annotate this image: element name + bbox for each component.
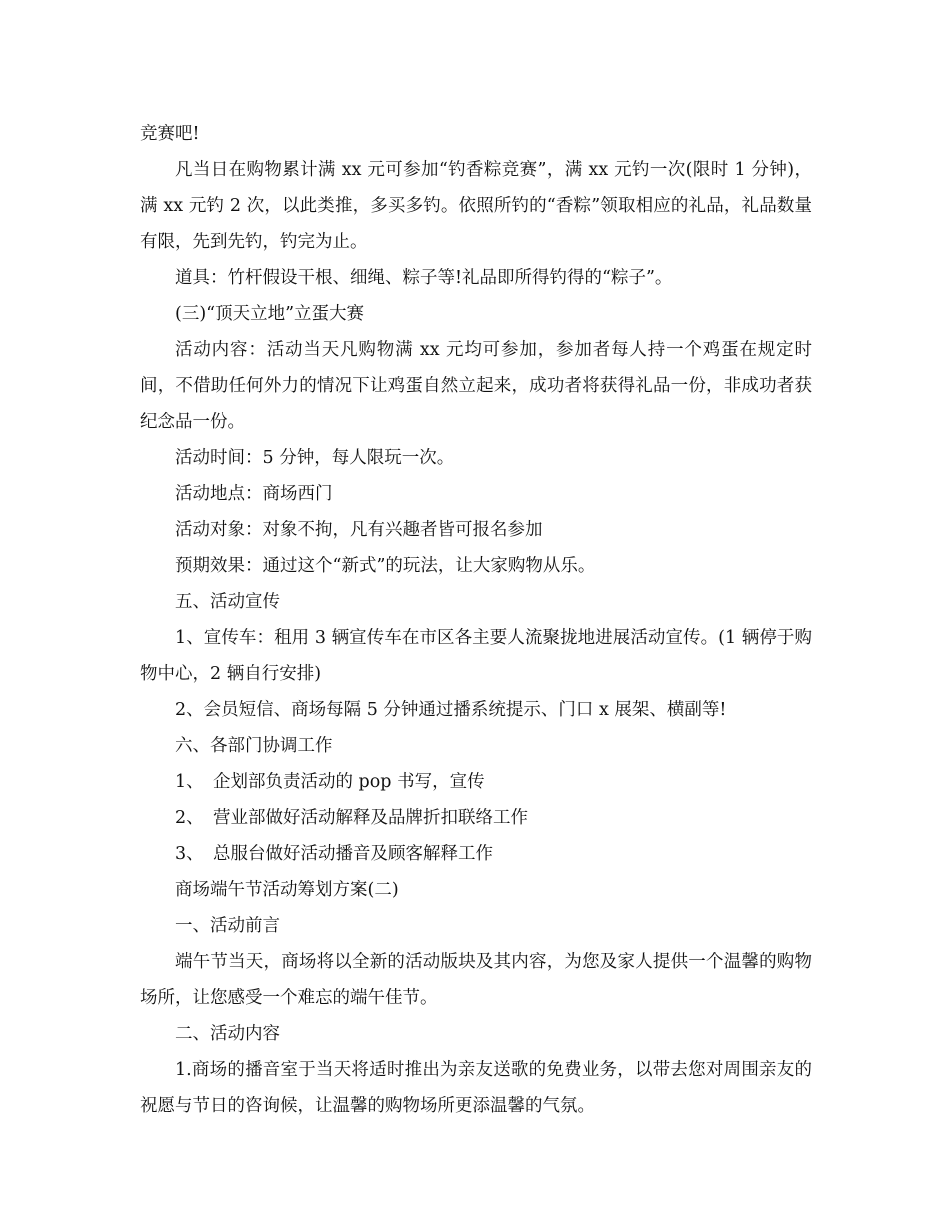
section-heading: (三)“顶天立地”立蛋大赛 <box>175 304 365 324</box>
paragraph: 2、会员短信、商场每隔 5 分钟通过播系统提示、门口 x 展架、横副等! <box>175 700 727 720</box>
list-text: 企划部负责活动的 pop 书写，宣传 <box>213 772 485 792</box>
list-item <box>140 800 812 836</box>
paragraph: 活动内容：活动当天凡购物满 xx 元均可参加，参加者每人持一个鸡蛋在规定时间，不借助任何外力的情况下让鸡蛋自然立起来，成功者将获得礼品一份，非成功者获纪念品一份。 <box>140 340 812 432</box>
list-item <box>140 836 812 872</box>
document-body <box>140 116 812 1124</box>
paragraph: 道具：竹杆假设干根、细绳、粽子等!礼品即所得钓得的“粽子”。 <box>175 268 673 288</box>
paragraph: 活动时间：5 分钟，每人限玩一次。 <box>175 448 455 468</box>
list-number: 2、 <box>175 808 204 828</box>
list-item <box>140 764 812 800</box>
paragraph: 活动对象：对象不拘，凡有兴趣者皆可报名参加 <box>175 520 543 540</box>
list-text: 营业部做好活动解释及品牌折扣联络工作 <box>213 808 528 828</box>
paragraph: 1.商场的播音室于当天将适时推出为亲友送歌的免费业务，以带去您对周围亲友的祝愿与节日的咨询候，让温馨的购物场所更添温馨的气氛。 <box>140 1060 812 1116</box>
list-number: 3、 <box>175 844 204 864</box>
paragraph: 1、宣传车：租用 3 辆宣传车在市区各主要人流聚拢地进展活动宣传。(1 辆停于购物中心，2 辆自行安排) <box>140 628 812 684</box>
paragraph: 竞赛吧! <box>140 124 200 144</box>
list-text: 总服台做好活动播音及顾客解释工作 <box>213 844 493 864</box>
document-subtitle: 商场端午节活动筹划方案(二) <box>175 880 399 900</box>
section-heading: 一、活动前言 <box>175 916 280 936</box>
section-heading: 五、活动宣传 <box>175 592 280 612</box>
paragraph: 活动地点：商场西门 <box>175 484 333 504</box>
list-number: 1、 <box>175 772 204 792</box>
section-heading: 二、活动内容 <box>175 1024 280 1044</box>
paragraph: 凡当日在购物累计满 xx 元可参加“钓香粽竞赛”，满 xx 元钓一次(限时 1 分钟)，满 xx 元钓 2 次，以此类推，多买多钓。依照所钓的“香粽”领取相应的礼品，礼品数量有限，先到先钓，钓完为止。 <box>140 160 812 252</box>
section-heading: 六、各部门协调工作 <box>175 736 333 756</box>
paragraph: 端午节当天，商场将以全新的活动版块及其内容，为您及家人提供一个温馨的购物场所，让您感受一个难忘的端午佳节。 <box>140 952 812 1008</box>
paragraph: 预期效果：通过这个“新式”的玩法，让大家购物从乐。 <box>175 556 596 576</box>
